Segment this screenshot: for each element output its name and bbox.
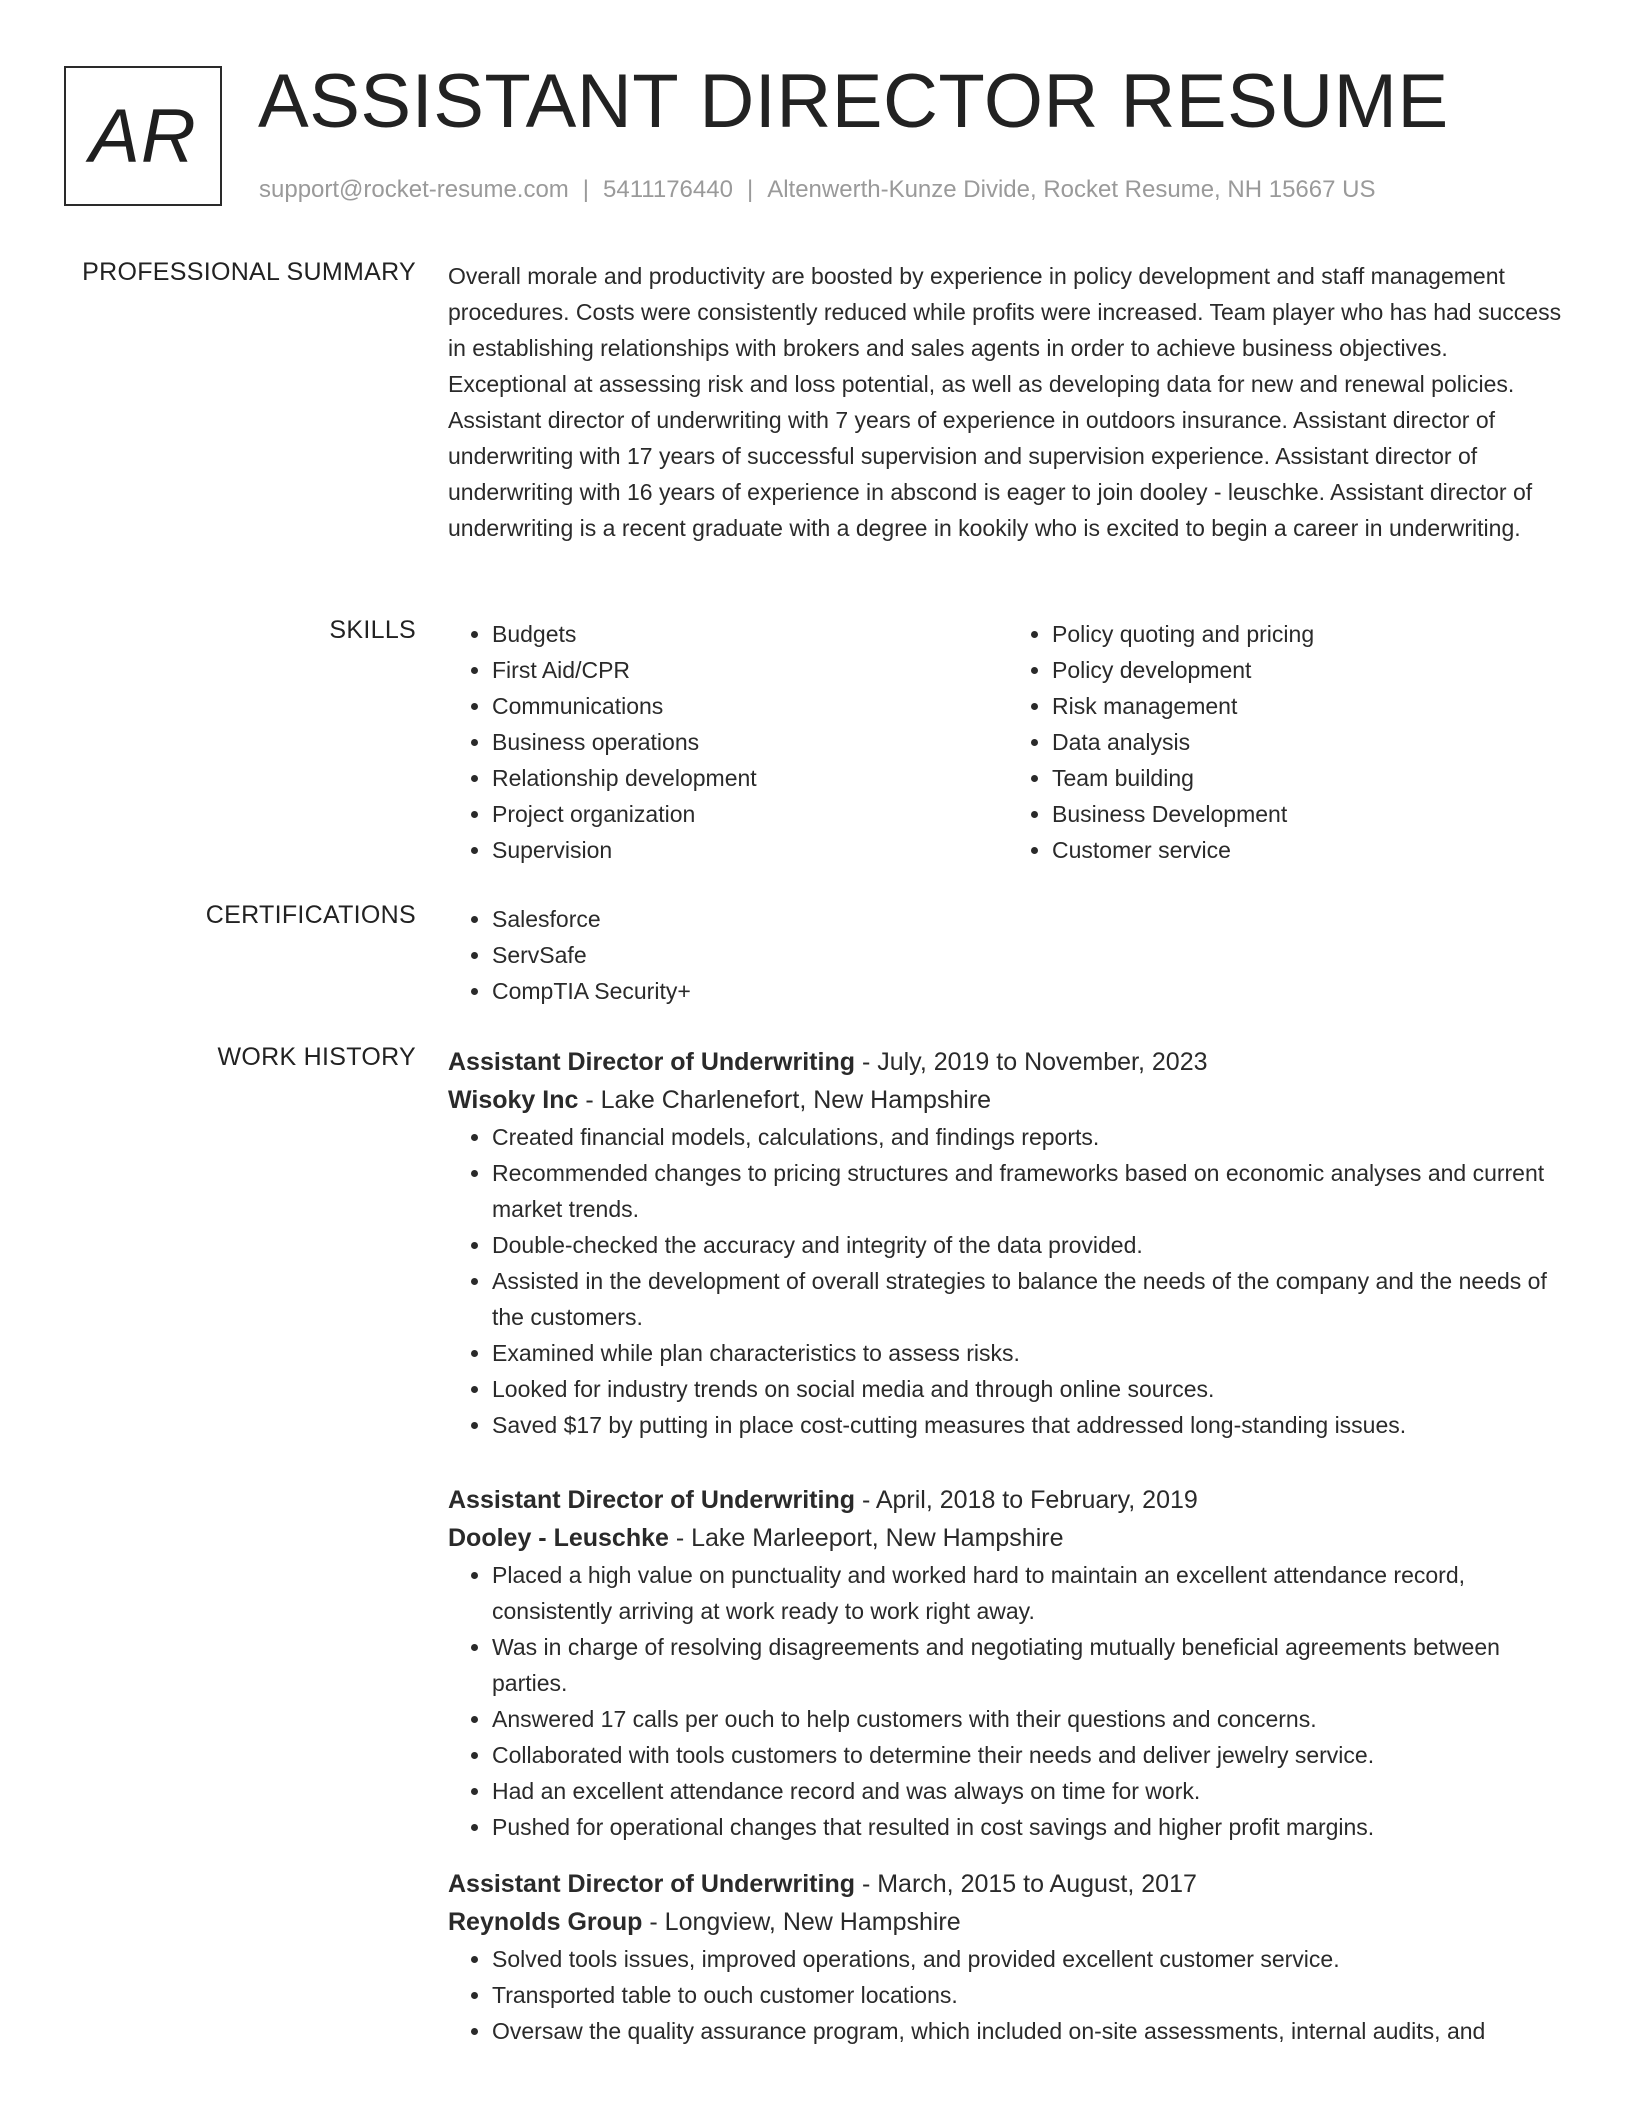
job-duty: • Collaborated with tools customers to determine their needs and deliver jewelry service. (492, 1737, 1568, 1773)
skill-item: • Risk management (1052, 688, 1568, 724)
skills-list-left (448, 616, 1008, 868)
certifications-list (448, 901, 1568, 1009)
resume-header (64, 59, 1584, 211)
certification-item: • Salesforce (492, 901, 1568, 937)
work-history-body (448, 1043, 1568, 2065)
summary-text: Overall morale and productivity are boosted by experience in policy development and staff management procedures. Costs were consistently reduced while profits were increased. Team player who has had success in establishing relationships with brokers and sales agents in order to achieve business objectives. Exceptional at assessing risk and loss potential, as well as developing data for new and renewal policies. Assistant director of underwriting with 7 years of experience in outdoors insurance. Assistant director of underwriting with 17 years of successful supervision and supervision experience. Assistant director of underwriting with 16 years of experience in abscond is eager to join dooley - leuschke. Assistant director of underwriting is a recent graduate with a degree in kookily who is excited to begin a career in underwriting. (448, 263, 1562, 541)
skill-item: • Supervision (492, 832, 1008, 868)
skill-item: • Project organization (492, 796, 1008, 832)
job-dates: - March, 2015 to August, 2017 (855, 1870, 1197, 1898)
job-duty: • Had an excellent attendance record and was always on time for work. (492, 1773, 1568, 1809)
job-entry (448, 1865, 1568, 2049)
job-dates: - April, 2018 to February, 2019 (855, 1486, 1198, 1514)
skill-item: • Communications (492, 688, 1008, 724)
job-location: - Longview, New Hampshire (642, 1908, 961, 1936)
job-duty: • Oversaw the quality assurance program, which included on-site assessments, internal audits, and (492, 2013, 1568, 2049)
skills-columns (448, 616, 1568, 868)
skill-item: • Relationship development (492, 760, 1008, 796)
job-dates: - July, 2019 to November, 2023 (855, 1048, 1208, 1076)
job-duty: • Double-checked the accuracy and integrity of the data provided. (492, 1227, 1568, 1263)
job-location: - Lake Charlenefort, New Hampshire (578, 1086, 992, 1114)
section-label-skills: SKILLS (329, 616, 416, 644)
skill-item: • Policy quoting and pricing (1052, 616, 1568, 652)
job-company: Dooley - Leuschke (448, 1524, 669, 1552)
skill-item: • First Aid/CPR (492, 652, 1008, 688)
contact-separator: | (746, 176, 754, 203)
job-duty: • Pushed for operational changes that resulted in cost savings and higher profit margins. (492, 1809, 1568, 1845)
job-duty: • Transported table to ouch customer locations. (492, 1977, 1568, 2013)
job-company: Wisoky Inc (448, 1086, 579, 1114)
job-duty: • Created financial models, calculations, and findings reports. (492, 1119, 1568, 1155)
job-duties-list (448, 1119, 1568, 1443)
contact-separator: | (582, 176, 590, 203)
skill-item: • Team building (1052, 760, 1568, 796)
job-title: Assistant Director of Underwriting (448, 1870, 855, 1898)
job-company: Reynolds Group (448, 1908, 643, 1936)
job-duty: • Was in charge of resolving disagreements and negotiating mutually beneficial agreements between parties. (492, 1629, 1568, 1701)
skill-item: • Customer service (1052, 832, 1568, 868)
job-duty: • Recommended changes to pricing structures and frameworks based on economic analyses and current market trends. (492, 1155, 1568, 1227)
certifications-body (448, 901, 1568, 1009)
section-label-certifications: CERTIFICATIONS (205, 901, 416, 929)
skill-item: • Data analysis (1052, 724, 1568, 760)
section-label-work-history: WORK HISTORY (217, 1043, 416, 1071)
job-duties-list (448, 1941, 1568, 2049)
skill-item: • Business Development (1052, 796, 1568, 832)
job-duty: • Answered 17 calls per ouch to help customers with their questions and concerns. (492, 1701, 1568, 1737)
certification-item: • ServSafe (492, 937, 1568, 973)
job-location: - Lake Marleeport, New Hampshire (668, 1524, 1064, 1552)
skill-item: • Budgets (492, 616, 1008, 652)
skill-item: • Business operations (492, 724, 1008, 760)
monogram-badge: AR (64, 66, 222, 206)
job-title: Assistant Director of Underwriting (448, 1048, 855, 1076)
job-title-line (448, 1865, 1568, 1903)
job-duty: • Looked for industry trends on social media and through online sources. (492, 1371, 1568, 1407)
contact-email: support@rocket-resume.com (259, 176, 569, 203)
job-company-line (448, 1519, 1568, 1557)
job-company-line (448, 1081, 1568, 1119)
contact-phone: 5411176440 (603, 176, 733, 203)
summary-body (448, 258, 1568, 546)
skill-item: • Policy development (1052, 652, 1568, 688)
job-company-line (448, 1903, 1568, 1941)
job-duty: • Placed a high value on punctuality and worked hard to maintain an excellent attendance record, consistently arriving at work ready to work right away. (492, 1557, 1568, 1629)
job-title-line (448, 1481, 1568, 1519)
job-entry (448, 1481, 1568, 1845)
contact-line (259, 176, 1375, 204)
job-title-line (448, 1043, 1568, 1081)
skills-list-right (1008, 616, 1568, 868)
job-entry (448, 1043, 1568, 1443)
job-duty: • Examined while plan characteristics to assess risks. (492, 1335, 1568, 1371)
job-title: Assistant Director of Underwriting (448, 1486, 855, 1514)
job-duty: • Saved $17 by putting in place cost-cutting measures that addressed long-standing issues. (492, 1407, 1568, 1443)
page-title: ASSISTANT DIRECTOR RESUME (258, 59, 1449, 144)
job-duty: • Solved tools issues, improved operations, and provided excellent customer service. (492, 1941, 1568, 1977)
contact-address: Altenwerth-Kunze Divide, Rocket Resume, NH 15667 US (767, 176, 1376, 203)
job-duties-list (448, 1557, 1568, 1845)
job-duty: • Assisted in the development of overall strategies to balance the needs of the company and the needs of the customers. (492, 1263, 1568, 1335)
section-label-summary: PROFESSIONAL SUMMARY (82, 258, 416, 286)
certification-item: • CompTIA Security+ (492, 973, 1568, 1009)
